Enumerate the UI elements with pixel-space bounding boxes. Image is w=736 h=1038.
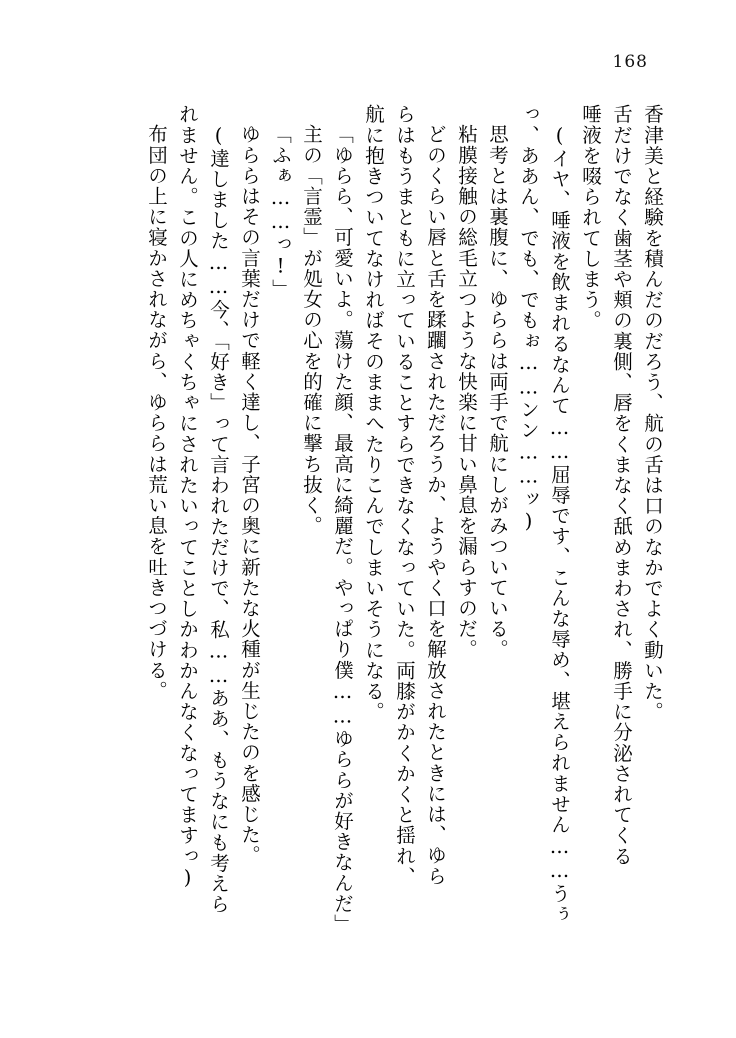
text-column: 「ゆらら、可愛いよ。蕩けた顔、最高に綺麗だ。やっぱり僕……ゆららが好きなんだ」 [331,124,354,935]
text-column: ゆららはその言葉だけで軽く達し、子宮の奥に新たな火種が生じたのを感じた。 [238,124,261,866]
page-number: 168 [612,52,648,72]
text-column: 布団の上に寝かされながら、ゆららは荒い息を吐きつづける。 [145,124,168,701]
text-column: (イヤ、唾液を飲まれるなんて……屈辱です、こんな辱め、堪えられません……うぅ [548,124,571,925]
text-column: 香津美と経験を積んだのだろう、航の舌は口のなかでよく動いた。 [641,104,664,722]
text-column: (達しました……今、「好き」って言われただけで、私……ああ、もうなにも考えら [207,124,230,915]
text-column: れません。この人にめちゃくちゃにされたいってことしかわかんなくなってますっ) [176,104,199,891]
text-column: 思考とは裏腹に、ゆららは両手で航にしがみついている。 [486,124,509,660]
text-column: 航に抱きついてなければそのままへたりこんでしまいそうになる。 [362,104,385,722]
text-column: 主の「言霊」が処女の心を的確に撃ち抜く。 [300,124,323,536]
text-column: っ、ああん、でも、でもぉ……ンン……ッ) [517,104,540,534]
text-column: どのくらい唇と舌を蹂躙されただろうか、ようやく口を解放されたときには、ゆら [424,124,447,887]
text-column: 唾液を啜られてしまう。 [579,104,602,331]
text-column: 粘膜接触の総毛立つような快楽に甘い鼻息を漏らすのだ。 [455,124,478,660]
vertical-text-body [62,104,662,984]
text-column: らはもうまともに立っていることすらできなくなっていた。両膝がかくかくと揺れ、 [393,104,416,887]
text-column: 「ふぁ……っ!」 [269,124,292,300]
text-column: 舌だけでなく歯茎や頬の裏側、唇をくまなく舐めまわされ、勝手に分泌されてくる [610,104,633,867]
